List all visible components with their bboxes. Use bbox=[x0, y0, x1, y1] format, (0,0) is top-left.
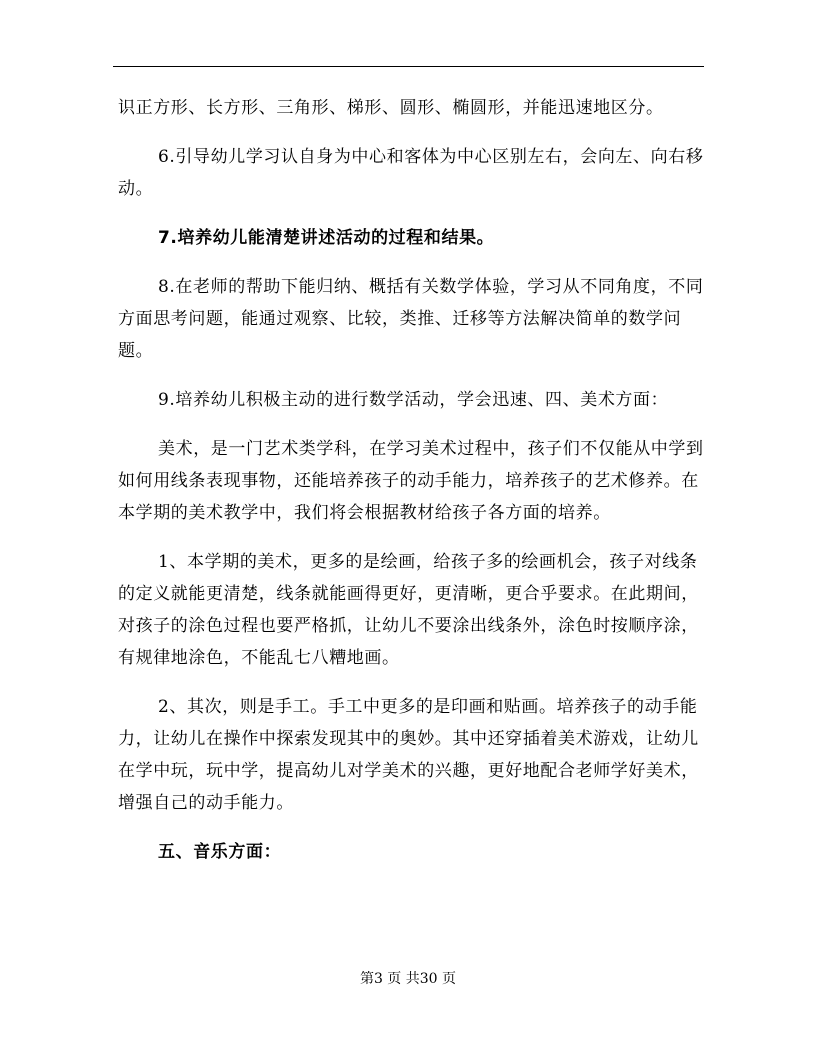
document-body bbox=[118, 92, 708, 885]
section-heading-music: 五、音乐方面： bbox=[158, 842, 282, 862]
paragraph-5: 9.培养幼儿积极主动的进行数学活动，学会迅速、四、美术方面： bbox=[158, 390, 669, 410]
paragraph-1: 识正方形、长方形、三角形、梯形、圆形、椭圆形，并能迅速地区分。 bbox=[118, 98, 664, 118]
paragraph-8: 2、其次，则是手工。手工中更多的是印画和贴画。培养孩子的动手能力，让幼儿在操作中探索发现其中的奥妙。其中还穿插着美术游戏，让幼儿在学中玩，玩中学，提高幼儿对学美术的兴趣，更好地配合老师学好美术，增强自己的动手能力。 bbox=[118, 697, 699, 813]
paragraph-7: 1、本学期的美术，更多的是绘画，给孩子多的绘画机会，孩子对线条的定义就能更清楚，线条就能画得更好，更清晰，更合乎要求。在此期间，对孩子的涂色过程也要严格抓，让幼儿不要涂出线条外，涂色时按顺序涂，有规律地涂色，不能乱七八糟地画。 bbox=[118, 552, 699, 668]
paragraph-4: 8.在老师的帮助下能归纳、概括有关数学体验，学习从不同角度，不同方面思考问题，能通过观察、比较，类推、迁移等方法解决简单的数学问题。 bbox=[118, 277, 704, 361]
page-number-footer: 第3 页 共30 页 bbox=[359, 971, 457, 987]
header-rule bbox=[113, 66, 704, 67]
paragraph-6: 美术，是一门艺术类学科，在学习美术过程中，孩子们不仅能从中学到如何用线条表现事物，还能培养孩子的动手能力，培养孩子的艺术修养。在本学期的美术教学中，我们将会根据教材给孩子各方面的培养。 bbox=[118, 439, 704, 523]
paragraph-3-heading: 7.培养幼儿能清楚讲述活动的过程和结果。 bbox=[158, 228, 495, 248]
paragraph-2: 6.引导幼儿学习认自身为中心和客体为中心区别左右，会向左、向右移动。 bbox=[118, 147, 704, 199]
